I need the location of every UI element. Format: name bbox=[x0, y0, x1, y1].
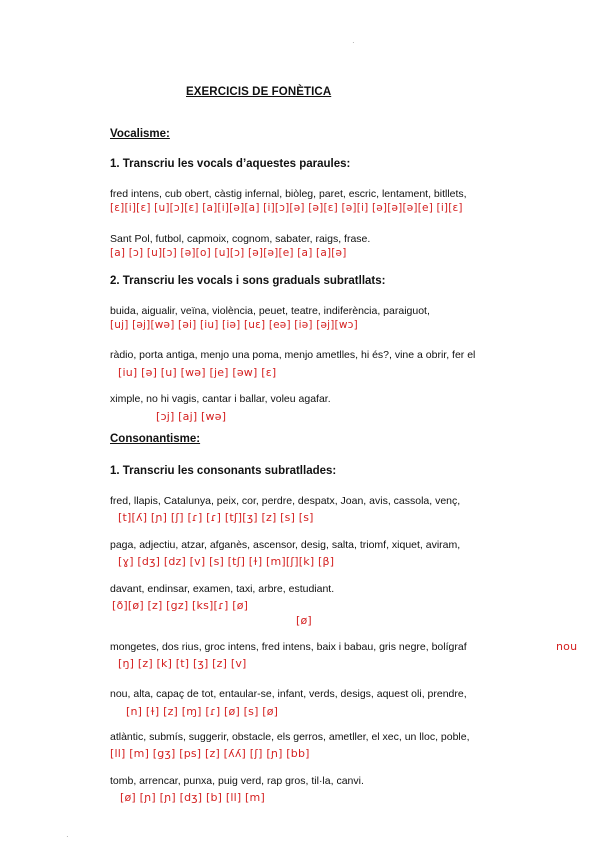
exercise-2-line-1: buida, aigualir, veïna, violència, peuet, teatre, indiferència, paraiguot, bbox=[110, 305, 430, 317]
exercise-2-line-3: ximple, no hi vagis, cantar i ballar, voleu agafar. bbox=[110, 393, 331, 405]
exercise-1-answers-2: [a] [ɔ] [u][ɔ] [ə][o] [u][ɔ] [ə][ə][e] [a] [a][ə] bbox=[110, 247, 347, 259]
scan-speck: · bbox=[352, 38, 355, 47]
scan-speck-bottom: · bbox=[66, 832, 69, 841]
consonants-answers-2: [ɣ] [dʒ] [dz] [v] [s] [tʃ] [ɫ] [m][ʃ][k] [β] bbox=[118, 555, 335, 568]
consonants-answers-7: [ø] [ɲ] [ɲ] [dʒ] [b] [ll] [m] bbox=[120, 791, 265, 804]
consonants-line-1: fred, llapis, Catalunya, peix, cor, perdre, despatx, Joan, avis, cassola, venç, bbox=[110, 495, 461, 507]
consonants-answers-3: [ð][ø] [z] [gz] [ks][ɾ] [ø] bbox=[112, 599, 249, 612]
consonants-line-6: atlàntic, submís, suggerir, obstacle, els gerros, ametller, el xec, un lloc, poble, bbox=[110, 731, 470, 743]
consonants-answers-3-extra: [ø] bbox=[296, 614, 312, 627]
section-vocalisme: Vocalisme: bbox=[110, 128, 170, 140]
consonants-line-4: mongetes, dos rius, groc intens, fred intens, baix i babau, gris negre, bolígraf bbox=[110, 641, 467, 653]
exercise-2-answers-3: [ɔj] [aj] [wə] bbox=[156, 410, 227, 423]
consonants-line-3: davant, endinsar, examen, taxi, arbre, estudiant. bbox=[110, 583, 335, 595]
consonants-answers-6: [ll] [m] [gʒ] [ps] [z] [ʎʎ] [ʃ] [ɲ] [bb] bbox=[110, 747, 310, 760]
exercise-2-answers-1: [uj] [əj][wə] [əi] [iu] [iə] [uɛ] [eə] [iə] [əj][wɔ] bbox=[110, 319, 358, 331]
exercise-1-answers-1: [ɛ][i][ɛ] [u][ɔ][ɛ] [a][i][ə][a] [i][ɔ][ə] [ə][ɛ] [ə][i] [ə][ə][ə][e] [i][ɛ] bbox=[110, 202, 463, 214]
section-consonantisme: Consonantisme: bbox=[110, 433, 201, 445]
exercise-1-line-1: fred intens, cub obert, càstig infernal, biòleg, paret, escric, lentament, bitllets, bbox=[110, 188, 467, 200]
consonants-answers-4: [ŋ] [z] [k] [t] [ʒ] [z] [v] bbox=[118, 657, 247, 670]
consonants-line-7: tomb, arrencar, punxa, puig verd, rap gros, til·la, canvi. bbox=[110, 775, 364, 787]
consonants-line-5: nou, alta, capaç de tot, entaular-se, infant, verds, desigs, aquest oli, prendre, bbox=[110, 688, 467, 700]
exercise-2-answers-2: [iu] [ə] [u] [wə] [je] [əw] [ɛ] bbox=[118, 366, 277, 379]
exercise-1-heading: 1. Transcriu les vocals d’aquestes paraules: bbox=[110, 158, 351, 170]
consonants-exercise-heading: 1. Transcriu les consonants subratllades: bbox=[110, 465, 337, 477]
consonants-answers-1: [t][ʎ] [ɲ] [ʃ] [ɾ] [ɾ] [tʃ][ʒ] [z] [s] [s] bbox=[118, 511, 314, 524]
consonants-note-4: nou bbox=[556, 640, 578, 653]
exercise-2-line-2: ràdio, porta antiga, menjo una poma, menjo ametlles, hi és?, vine a obrir, fer el bbox=[110, 349, 476, 361]
page-title: EXERCICIS DE FONÈTICA bbox=[186, 86, 332, 98]
exercise-2-heading: 2. Transcriu les vocals i sons graduals subratllats: bbox=[110, 275, 386, 287]
consonants-line-2: paga, adjectiu, atzar, afganès, ascensor, desig, salta, triomf, xiquet, aviram, bbox=[110, 539, 461, 551]
exercise-1-line-2: Sant Pol, futbol, capmoix, cognom, sabater, raigs, frase. bbox=[110, 233, 371, 245]
consonants-answers-5: [n] [ɫ] [z] [ɱ] [ɾ] [ø] [s] [ø] bbox=[126, 705, 279, 718]
